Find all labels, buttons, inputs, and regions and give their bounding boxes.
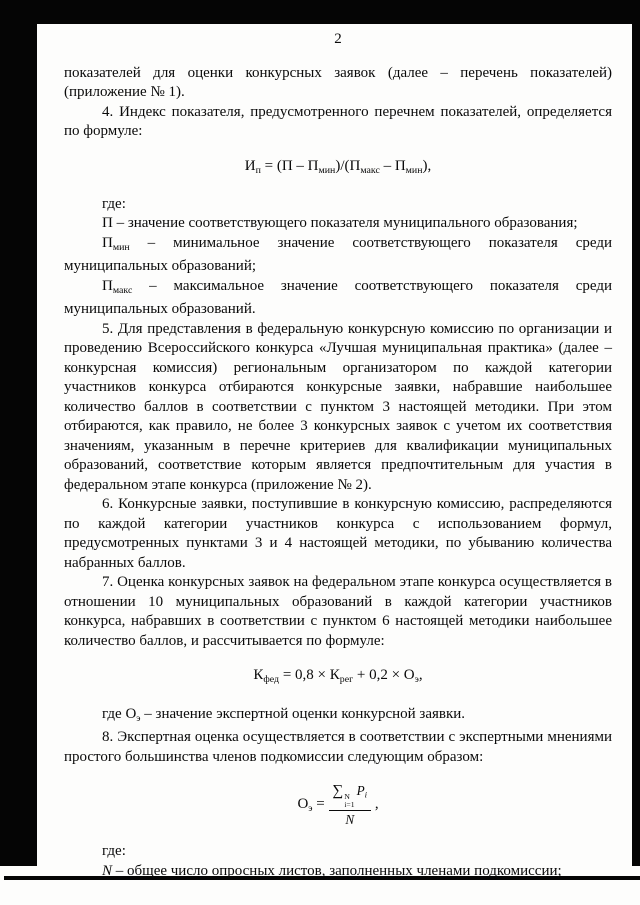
para-gde-oe: где $О_э$ – значение экспертной оценки конкурсной заявки. [102,705,466,724]
para-item-8: 8. Экспертная оценка осуществляется в соответствии с экспертными мнениями простого большинства членов подкомиссии следующим образом: [64,729,612,765]
para-item-7: 7. Оценка конкурсных заявок на федеральном этапе конкурса осуществляется в отношении 10 муниципальных образований в каждой категории участников конкурса, набравших в соответствии с пунктом 6 настоящей методики наибольшее количество баллов, и рассчитывается по формуле: [64,574,612,649]
page-number: 2 [334,31,342,47]
para-item-6: 6. Конкурсные заявки, поступившие в конкурсную комиссию, распределяются по каждой категории участников конкурса с использованием формул, предусмотренных пунктами 3 и 4 настоящей методики, по убыванию количества набранных баллов. [64,496,612,571]
para-def-p: П – значение соответствующего показателя муниципального образования; [102,215,578,232]
para-def-n: N – общее число опросных листов, заполненных членами подкомиссии; [102,862,562,879]
para-gde-1: где: [102,195,126,212]
para-continuation: показателей для оценки конкурсных заявок (далее – перечень показателей) (приложение № 1). [64,64,612,100]
fraction: ∑ N i=1 $P_i$ N [329,782,372,827]
scan-border-right [632,0,640,866]
formula-expert-score: $О_э$ = ∑ N i=1 $P_i$ N , [297,782,379,828]
scan-border-left [0,0,37,866]
para-item-5: 5. Для представления в федеральную конкурсную комиссию по организации и проведению Всероссийского конкурса «Лучшая муниципальная практика» (далее – конкурсная комиссия) региональным организатором по каждой категории участников конкурса отбираются конкурсные заявки, набравшие наибольшее количество баллов в соответствии с пунктом 3 настоящей методики. При этом отбираются, как правило, не более 3 конкурсных заявок с учетом их соответствия значениям, указанным в перечне критериев для квалификации муниципальных образований, соответствие которым является предпочтительным для участия в федеральном этапе конкурса (приложение № 2). [64,320,612,493]
formula-fed: $К_{фед} = 0,8 \times К_{рег} + 0,2 \times О_э$, [253,667,423,686]
scan-border-top [0,0,640,24]
formula-index: $И_п = (П - П_{мин})/(П_{макс} - П_{мин})$, [244,157,432,176]
para-def-pmax: $П_{макс}$ – максимальное значение соответствующего показателя среди муниципальных образований. [64,277,612,318]
para-def-pmin: $П_{мин}$ – минимальное значение соответствующего показателя среди муниципальных образований; [64,234,612,275]
document-body [64,30,612,881]
para-item-4: 4. Индекс показателя, предусмотренного перечнем показателей, определяется по формуле: [64,103,612,139]
para-gde-2: где: [102,843,126,860]
sum-limits: N i=1 [344,792,355,810]
